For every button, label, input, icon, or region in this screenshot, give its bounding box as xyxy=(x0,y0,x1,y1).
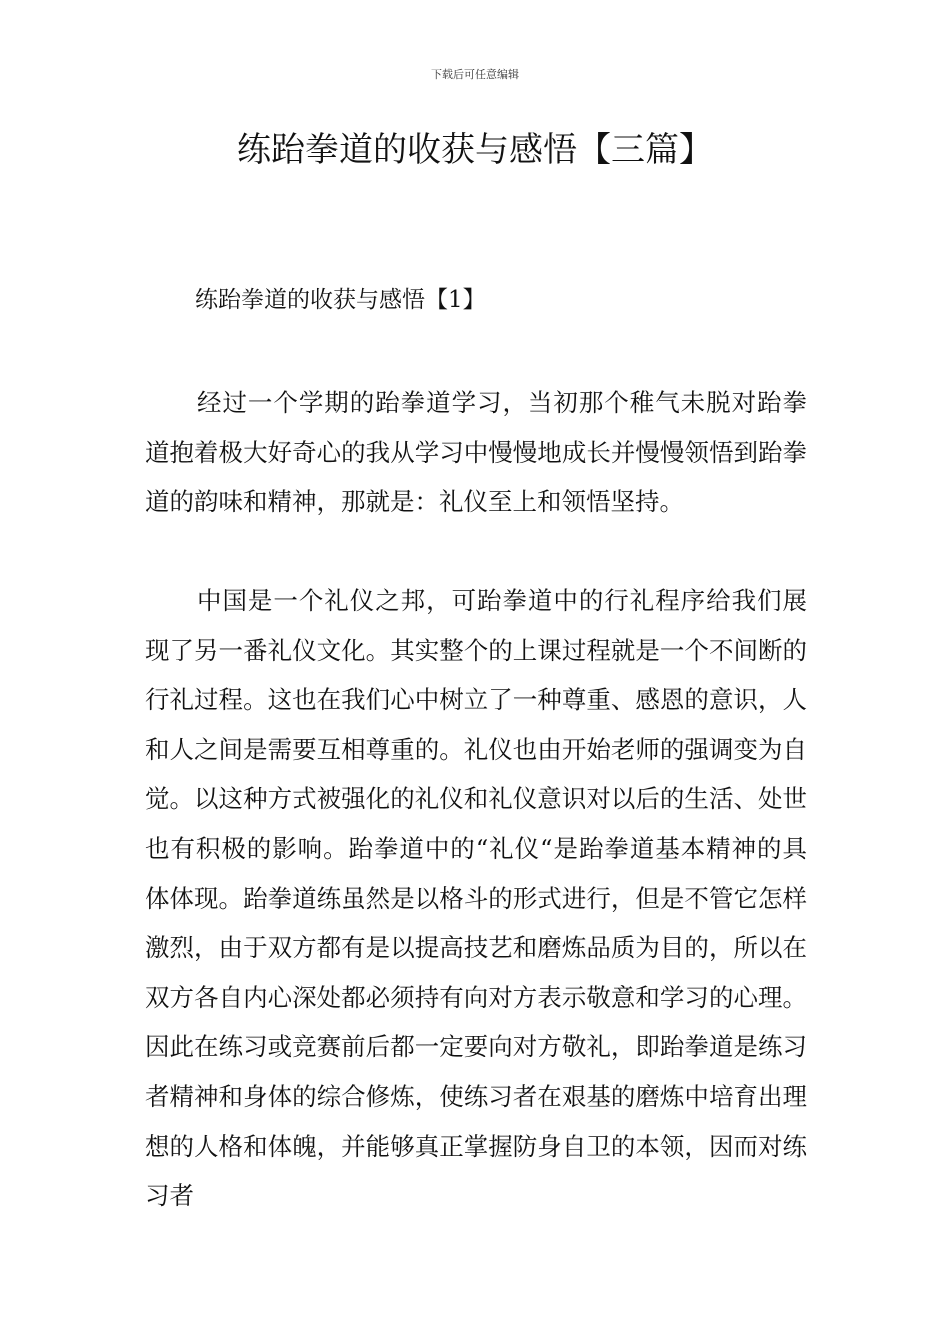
paragraph-2: 中国是一个礼仪之邦，可跆拳道中的行礼程序给我们展现了另一番礼仪文化。其实整个的上课过程就是一个不间断的行礼过程。这也在我们心中树立了一种尊重、感恩的意识，人和人之间是需要互相尊重的。礼仪也由开始老师的强调变为自觉。以这种方式被强化的礼仪和礼仪意识对以后的生活、处世也有积极的影响。跆拳道中的“礼仪“是跆拳道基本精神的具体体现。跆拳道练虽然是以格斗的形式进行，但是不管它怎样激烈，由于双方都有是以提高技艺和磨炼品质为目的，所以在双方各自内心深处都必须持有向对方表示敬意和学习的心理。因此在练习或竞赛前后都一定要向对方敬礼，即跆拳道是练习者精神和身体的综合修炼，使练习者在艰基的磨炼中培育出理想的人格和体魄，并能够真正掌握防身自卫的本领，因而对练习者 xyxy=(145,586,807,1211)
document-title: 练跆拳道的收获与感悟【三篇】 xyxy=(237,130,713,170)
paragraph-1: 经过一个学期的跆拳道学习，当初那个稚气未脱对跆拳道抱着极大好奇心的我从学习中慢慢地成长并慢慢领悟到跆拳道的韵味和精神，那就是：礼仪至上和领悟坚持。 xyxy=(145,388,807,517)
section-heading: 练跆拳道的收获与感悟【1】 xyxy=(195,287,486,313)
header-note: 下载后可任意编辑 xyxy=(431,68,519,81)
